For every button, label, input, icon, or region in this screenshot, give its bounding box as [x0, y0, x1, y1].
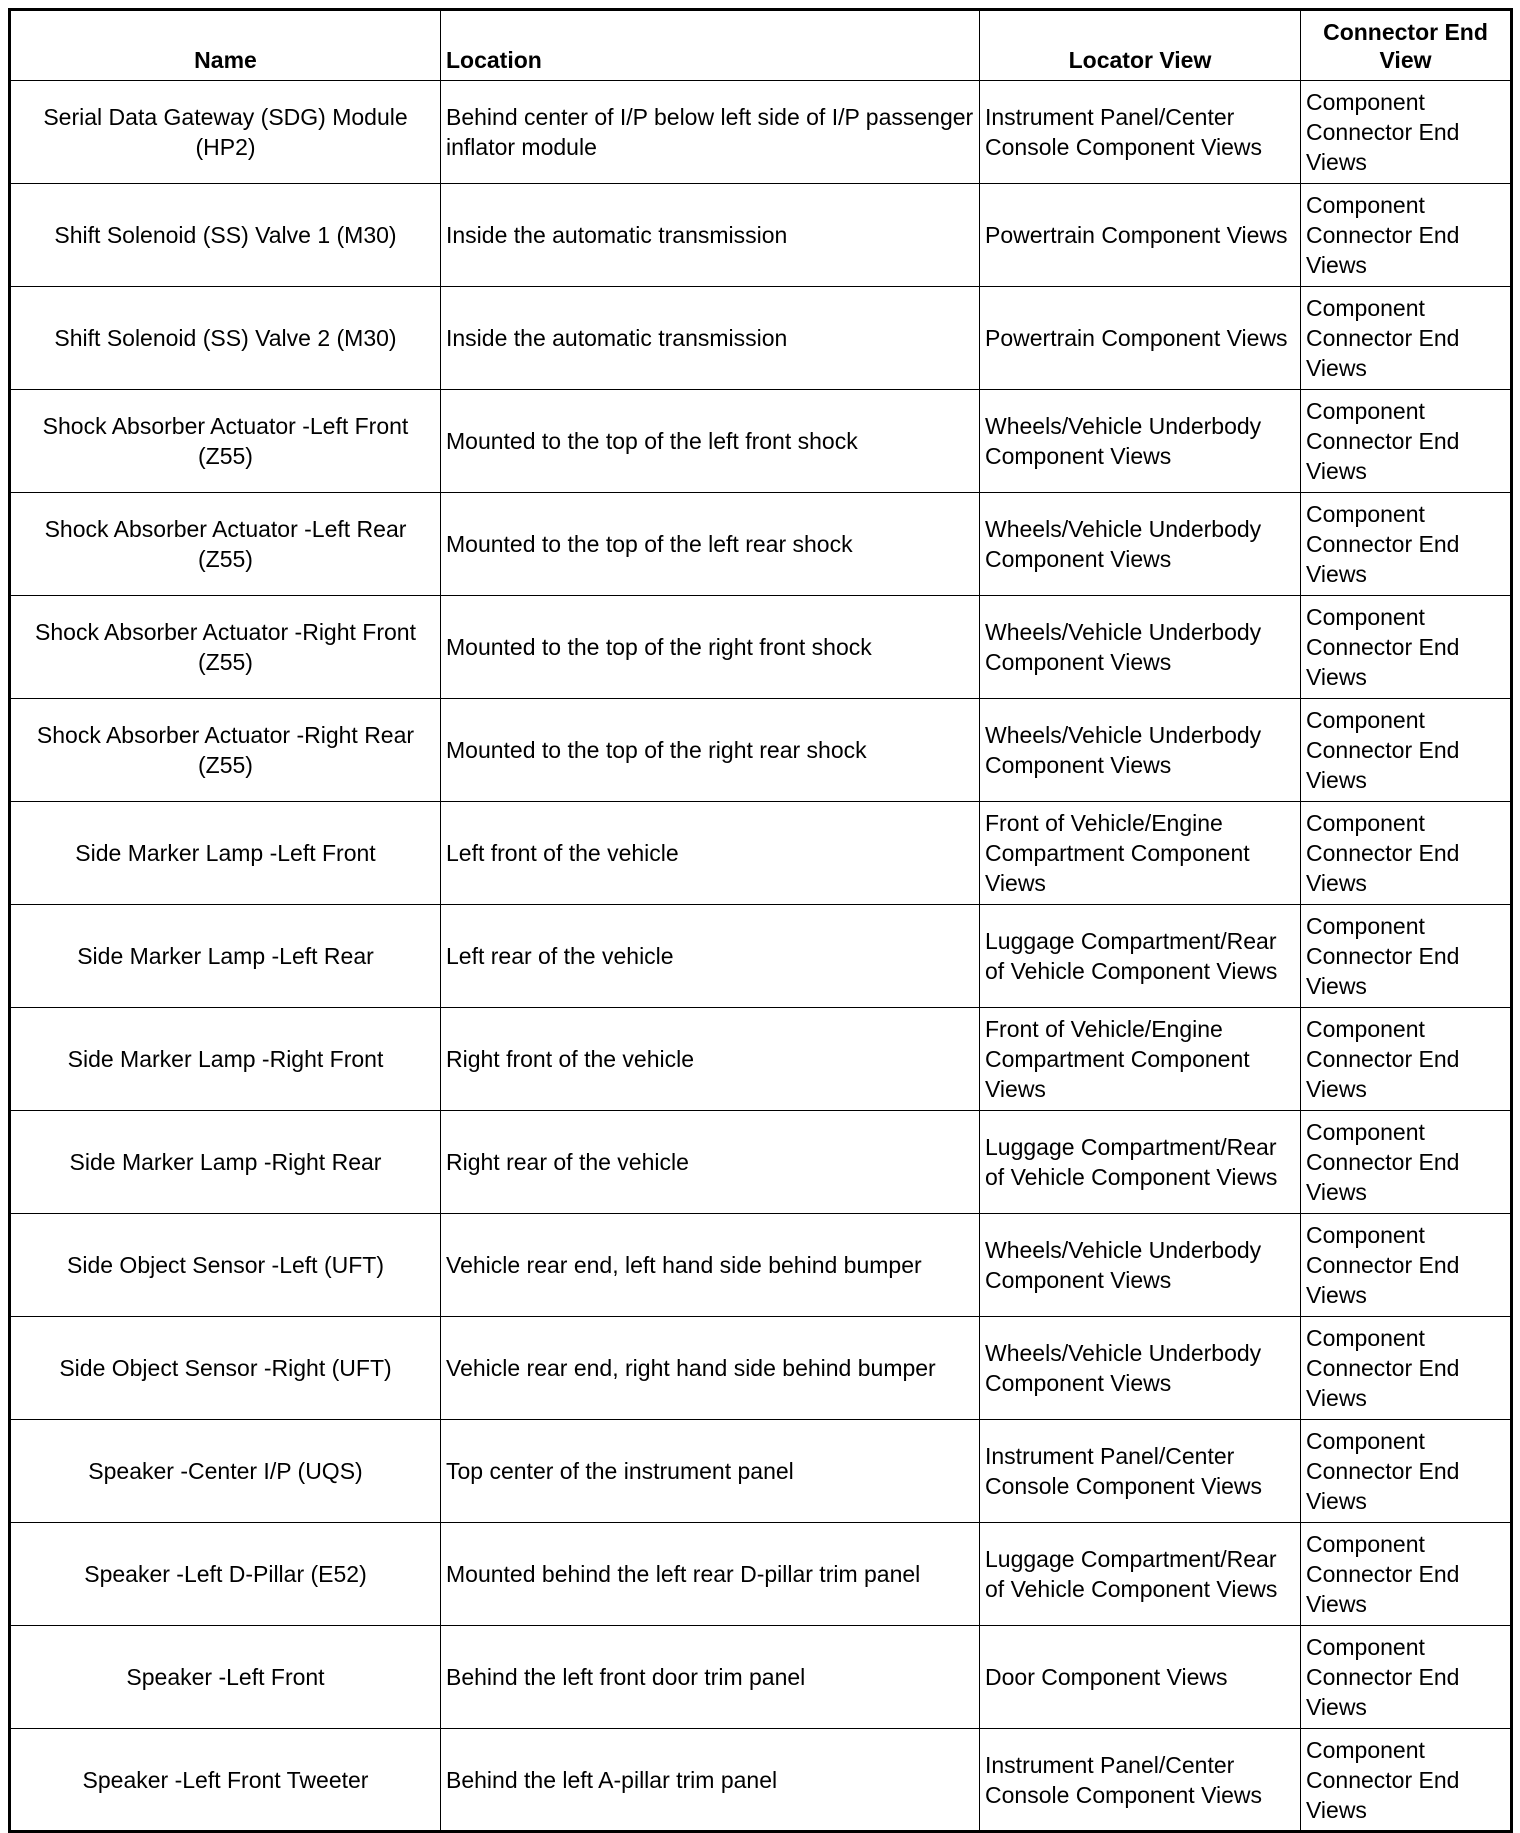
cell-location: Mounted to the top of the right rear shock	[441, 699, 980, 802]
table-header-row	[10, 10, 1512, 81]
cell-locator-view: Wheels/Vehicle Underbody Component Views	[980, 1214, 1301, 1317]
table-row	[10, 1729, 1512, 1832]
cell-location: Top center of the instrument panel	[441, 1420, 980, 1523]
cell-name: Shock Absorber Actuator -Left Front (Z55)	[10, 390, 441, 493]
cell-connector-end-view: Component Connector End Views	[1301, 1523, 1512, 1626]
cell-location: Mounted to the top of the right front shock	[441, 596, 980, 699]
cell-locator-view: Instrument Panel/Center Console Component Views	[980, 81, 1301, 184]
cell-locator-view: Wheels/Vehicle Underbody Component Views	[980, 390, 1301, 493]
table-row	[10, 1523, 1512, 1626]
cell-connector-end-view: Component Connector End Views	[1301, 1317, 1512, 1420]
cell-location: Behind the left A-pillar trim panel	[441, 1729, 980, 1832]
cell-connector-end-view: Component Connector End Views	[1301, 699, 1512, 802]
table-row	[10, 1420, 1512, 1523]
cell-location: Left rear of the vehicle	[441, 905, 980, 1008]
table-row	[10, 596, 1512, 699]
cell-name: Side Marker Lamp -Right Front	[10, 1008, 441, 1111]
cell-connector-end-view: Component Connector End Views	[1301, 905, 1512, 1008]
cell-locator-view: Instrument Panel/Center Console Component Views	[980, 1729, 1301, 1832]
cell-connector-end-view: Component Connector End Views	[1301, 287, 1512, 390]
cell-connector-end-view: Component Connector End Views	[1301, 184, 1512, 287]
cell-connector-end-view: Component Connector End Views	[1301, 1420, 1512, 1523]
cell-name: Speaker -Left Front	[10, 1626, 441, 1729]
cell-locator-view: Powertrain Component Views	[980, 184, 1301, 287]
cell-name: Speaker -Left Front Tweeter	[10, 1729, 441, 1832]
component-locator-table	[8, 8, 1513, 1833]
cell-name: Serial Data Gateway (SDG) Module (HP2)	[10, 81, 441, 184]
cell-location: Mounted behind the left rear D-pillar trim panel	[441, 1523, 980, 1626]
cell-locator-view: Wheels/Vehicle Underbody Component Views	[980, 596, 1301, 699]
header-name: Name	[10, 10, 441, 81]
cell-name: Shock Absorber Actuator -Right Front (Z55)	[10, 596, 441, 699]
cell-location: Behind center of I/P below left side of I/P passenger inflator module	[441, 81, 980, 184]
cell-connector-end-view: Component Connector End Views	[1301, 1214, 1512, 1317]
cell-name: Speaker -Left D-Pillar (E52)	[10, 1523, 441, 1626]
table-row	[10, 287, 1512, 390]
header-connector-end-view: Connector End View	[1301, 10, 1512, 81]
table-row	[10, 1317, 1512, 1420]
cell-locator-view: Wheels/Vehicle Underbody Component Views	[980, 699, 1301, 802]
header-locator-view: Locator View	[980, 10, 1301, 81]
cell-name: Speaker -Center I/P (UQS)	[10, 1420, 441, 1523]
cell-name: Shock Absorber Actuator -Left Rear (Z55)	[10, 493, 441, 596]
cell-location: Inside the automatic transmission	[441, 287, 980, 390]
table-row	[10, 493, 1512, 596]
cell-location: Left front of the vehicle	[441, 802, 980, 905]
table-row	[10, 1008, 1512, 1111]
cell-connector-end-view: Component Connector End Views	[1301, 1729, 1512, 1832]
cell-name: Shock Absorber Actuator -Right Rear (Z55)	[10, 699, 441, 802]
cell-locator-view: Front of Vehicle/Engine Compartment Component Views	[980, 802, 1301, 905]
cell-connector-end-view: Component Connector End Views	[1301, 493, 1512, 596]
cell-locator-view: Luggage Compartment/Rear of Vehicle Component Views	[980, 1111, 1301, 1214]
cell-name: Shift Solenoid (SS) Valve 1 (M30)	[10, 184, 441, 287]
cell-location: Inside the automatic transmission	[441, 184, 980, 287]
cell-location: Behind the left front door trim panel	[441, 1626, 980, 1729]
cell-name: Side Marker Lamp -Right Rear	[10, 1111, 441, 1214]
table-row	[10, 1111, 1512, 1214]
table-row	[10, 81, 1512, 184]
cell-connector-end-view: Component Connector End Views	[1301, 1626, 1512, 1729]
cell-name: Shift Solenoid (SS) Valve 2 (M30)	[10, 287, 441, 390]
cell-connector-end-view: Component Connector End Views	[1301, 81, 1512, 184]
table-row	[10, 184, 1512, 287]
cell-connector-end-view: Component Connector End Views	[1301, 1008, 1512, 1111]
cell-location: Mounted to the top of the left rear shock	[441, 493, 980, 596]
cell-locator-view: Wheels/Vehicle Underbody Component Views	[980, 493, 1301, 596]
cell-location: Vehicle rear end, right hand side behind bumper	[441, 1317, 980, 1420]
cell-name: Side Object Sensor -Right (UFT)	[10, 1317, 441, 1420]
cell-locator-view: Wheels/Vehicle Underbody Component Views	[980, 1317, 1301, 1420]
cell-connector-end-view: Component Connector End Views	[1301, 596, 1512, 699]
cell-location: Right rear of the vehicle	[441, 1111, 980, 1214]
header-location: Location	[441, 10, 980, 81]
cell-location: Right front of the vehicle	[441, 1008, 980, 1111]
cell-locator-view: Luggage Compartment/Rear of Vehicle Component Views	[980, 905, 1301, 1008]
cell-locator-view: Instrument Panel/Center Console Component Views	[980, 1420, 1301, 1523]
cell-name: Side Marker Lamp -Left Front	[10, 802, 441, 905]
table-row	[10, 1626, 1512, 1729]
cell-locator-view: Luggage Compartment/Rear of Vehicle Component Views	[980, 1523, 1301, 1626]
cell-locator-view: Powertrain Component Views	[980, 287, 1301, 390]
cell-name: Side Marker Lamp -Left Rear	[10, 905, 441, 1008]
cell-connector-end-view: Component Connector End Views	[1301, 390, 1512, 493]
table-row	[10, 802, 1512, 905]
table-row	[10, 1214, 1512, 1317]
table-row	[10, 905, 1512, 1008]
cell-locator-view: Door Component Views	[980, 1626, 1301, 1729]
table-row	[10, 390, 1512, 493]
cell-location: Vehicle rear end, left hand side behind bumper	[441, 1214, 980, 1317]
cell-location: Mounted to the top of the left front shock	[441, 390, 980, 493]
table-row	[10, 699, 1512, 802]
cell-name: Side Object Sensor -Left (UFT)	[10, 1214, 441, 1317]
cell-connector-end-view: Component Connector End Views	[1301, 1111, 1512, 1214]
cell-locator-view: Front of Vehicle/Engine Compartment Component Views	[980, 1008, 1301, 1111]
cell-connector-end-view: Component Connector End Views	[1301, 802, 1512, 905]
